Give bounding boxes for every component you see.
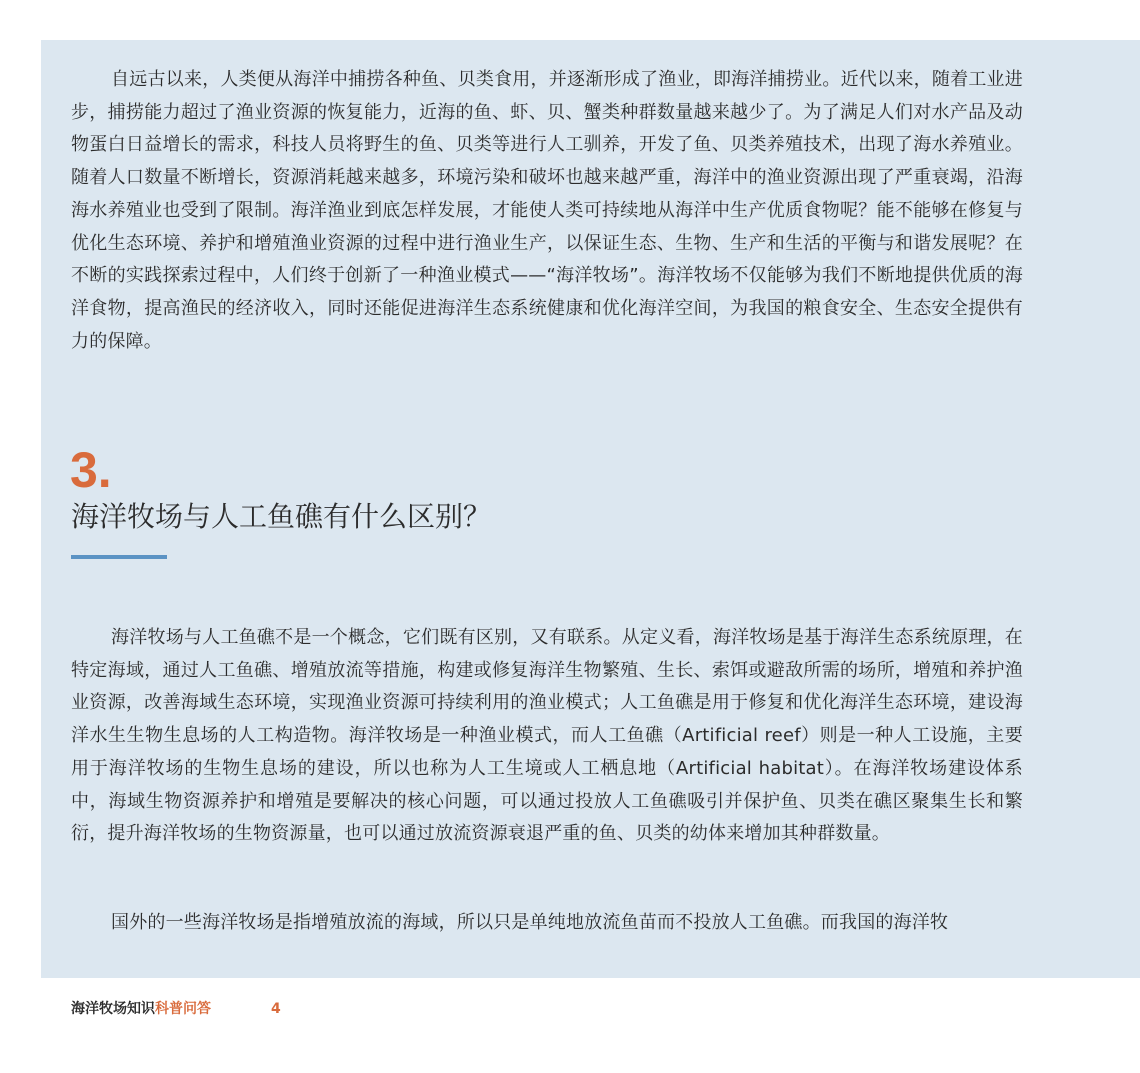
- section-title-underline: [71, 555, 167, 559]
- section-number: 3.: [70, 442, 112, 498]
- footer-book-title: [71, 998, 211, 1020]
- paragraph-abroad: 国外的一些海洋牧场是指增殖放流的海域，所以只是单纯地放流鱼苗而不投放人工鱼礁。而我国的海洋牧: [111, 912, 949, 933]
- footer-book-title-accent: 科普问答: [155, 1001, 211, 1017]
- paragraph-intro: 自远古以来，人类便从海洋中捕捞各种鱼、贝类食用，并逐渐形成了渔业，即海洋捕捞业。近代以来，随着工业进步，捕捞能力超过了渔业资源的恢复能力，近海的鱼、虾、贝、蟹类种群数量越来越少了。为了满足人们对水产品及动物蛋白日益增长的需求，科技人员将野生的鱼、贝类等进行人工驯养，开发了鱼、贝类养殖技术，出现了海水养殖业。随着人口数量不断增长，资源消耗越来越多，环境污染和破坏也越来越严重，海洋中的渔业资源出现了严重衰竭，沿海海水养殖业也受到了限制。海洋渔业到底怎样发展，才能使人类可持续地从海洋中生产优质食物呢？能不能够在修复与优化生态环境、养护和增殖渔业资源的过程中进行渔业生产，以保证生态、生物、生产和生活的平衡与和谐发展呢？在不断的实践探索过程中，人们终于创新了一种渔业模式——“海洋牧场”。海洋牧场不仅能够为我们不断地提供优质的海洋食物，提高渔民的经济收入，同时还能促进海洋生态系统健康和优化海洋空间，为我国的粮食安全、生态安全提供有力的保障。: [71, 69, 1023, 352]
- page-number: 4: [271, 1001, 281, 1017]
- paragraph-definition: 海洋牧场与人工鱼礁不是一个概念，它们既有区别，又有联系。从定义看，海洋牧场是基于海洋生态系统原理，在特定海域，通过人工鱼礁、增殖放流等措施，构建或修复海洋生物繁殖、生长、索饵或避敌所需的场所，增殖和养护渔业资源，改善海域生态环境，实现渔业资源可持续利用的渔业模式；人工鱼礁是用于修复和优化海洋生态环境，建设海洋水生生物生息场的人工构造物。海洋牧场是一种渔业模式，而人工鱼礁（Artificial reef）则是一种人工设施，主要用于海洋牧场的生物生息场的建设，所以也称为人工生境或人工栖息地（Artificial habitat）。在海洋牧场建设体系中，海域生物资源养护和增殖是要解决的核心问题，可以通过投放人工鱼礁吸引并保护鱼、贝类在礁区聚集生长和繁衍，提升海洋牧场的生物资源量，也可以通过放流资源衰退严重的鱼、贝类的幼体来增加其种群数量。: [71, 627, 1023, 845]
- section-title: 海洋牧场与人工鱼礁有什么区别？: [71, 500, 492, 533]
- footer-book-title-main: 海洋牧场知识: [71, 1001, 155, 1017]
